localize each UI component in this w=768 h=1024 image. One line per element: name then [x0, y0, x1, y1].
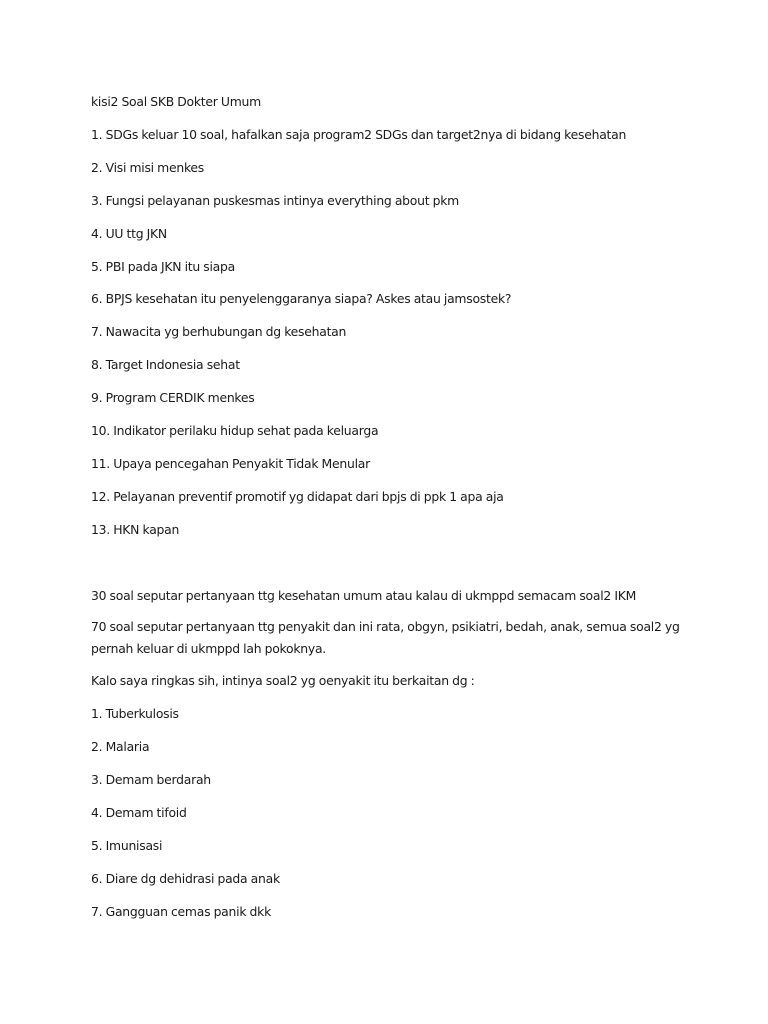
document-title: kisi2 Soal SKB Dokter Umum [91, 94, 261, 109]
summary-line: Kalo saya ringkas sih, intinya soal2 yg oenyakit itu berkaitan dg : [91, 673, 475, 688]
skb-item-4: 4. UU ttg JKN [91, 226, 167, 241]
skb-item-6: 6. BPJS kesehatan itu penyelenggaranya siapa? Askes atau jamsostek? [91, 291, 512, 306]
skb-item-11: 11. Upaya pencegahan Penyakit Tidak Menular [91, 456, 370, 471]
skb-item-2: 2. Visi misi menkes [91, 160, 205, 175]
skb-item-1: 1. SDGs keluar 10 soal, hafalkan saja program2 SDGs dan target2nya di bidang kesehatan [91, 127, 627, 142]
disease-item-7: 7. Gangguan cemas panik dkk [91, 904, 272, 919]
skb-item-5: 5. PBI pada JKN itu siapa [91, 259, 235, 274]
paragraph-70-soal: 70 soal seputar pertanyaan ttg penyakit dan ini rata, obgyn, psikiatri, bedah, anak, semua soal2 yg pernah keluar di ukmppd lah pokoknya. [91, 619, 680, 656]
disease-item-5: 5. Imunisasi [91, 838, 163, 853]
skb-item-7: 7. Nawacita yg berhubungan dg kesehatan [91, 324, 347, 339]
disease-item-4: 4. Demam tifoid [91, 805, 187, 820]
skb-item-9: 9. Program CERDIK menkes [91, 390, 255, 405]
skb-item-3: 3. Fungsi pelayanan puskesmas intinya everything about pkm [91, 193, 459, 208]
disease-item-6: 6. Diare dg dehidrasi pada anak [91, 871, 280, 886]
disease-item-1: 1. Tuberkulosis [91, 706, 179, 721]
paragraph-30-soal: 30 soal seputar pertanyaan ttg kesehatan umum atau kalau di ukmppd semacam soal2 IKM [91, 588, 637, 603]
disease-item-3: 3. Demam berdarah [91, 772, 211, 787]
skb-item-12: 12. Pelayanan preventif promotif yg didapat dari bpjs di ppk 1 apa aja [91, 489, 504, 504]
disease-item-2: 2. Malaria [91, 739, 150, 754]
skb-item-13: 13. HKN kapan [91, 522, 180, 537]
skb-item-8: 8. Target Indonesia sehat [91, 357, 240, 372]
skb-item-10: 10. Indikator perilaku hidup sehat pada keluarga [91, 423, 379, 438]
